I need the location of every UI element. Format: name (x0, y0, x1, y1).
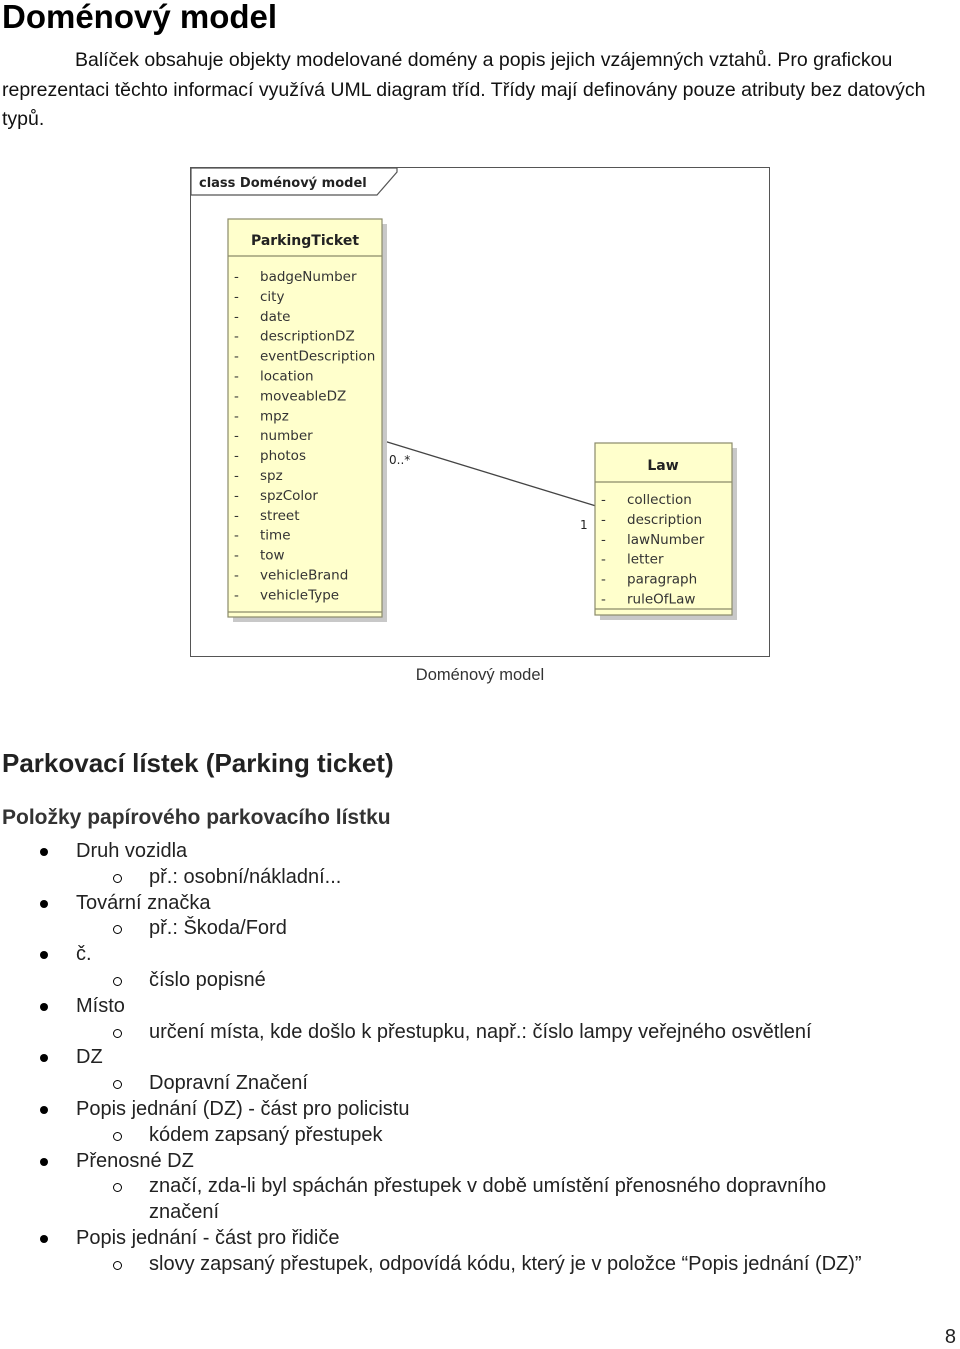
bullet-circle-icon (113, 925, 122, 934)
diagram-canvas (191, 168, 769, 656)
page-title: Doménový model (2, 0, 278, 35)
attribute-ruleOfLaw: ruleOfLaw (627, 591, 696, 608)
list-item (76, 993, 125, 1019)
attribute-descriptionDZ: descriptionDZ (260, 328, 355, 345)
list-item (76, 1225, 339, 1251)
attribute-lawNumber: lawNumber (627, 531, 705, 548)
bullet-disc-icon (40, 900, 48, 908)
list-item (149, 1122, 382, 1148)
frame-label: class Doménový model (199, 176, 367, 191)
class-law (595, 443, 737, 620)
list-item-text: číslo popisné (149, 969, 266, 991)
attribute-location: location (260, 368, 314, 385)
intro-paragraph: Balíček obsahuje objekty modelované domény a popis jejich vzájemných vztahů. Pro grafickou reprezentaci těchto informací využívá UML diagram tříd. Třídy mají definovány pouze atributy bez datových typů. (2, 49, 926, 130)
attribute-collection: collection (627, 492, 692, 508)
attribute-street: street (260, 507, 300, 524)
attribute-visibility: - (234, 328, 239, 345)
bullet-disc-icon (40, 1158, 48, 1166)
bullet-circle-icon (113, 1183, 122, 1192)
attribute-visibility: - (234, 448, 239, 465)
list-item (149, 1070, 308, 1096)
attribute-moveableDZ: moveableDZ (260, 388, 347, 405)
attribute-spzColor: spzColor (260, 487, 318, 504)
attribute-visibility: - (234, 547, 239, 564)
list-item (149, 1019, 812, 1045)
attribute-visibility: - (234, 408, 239, 425)
page-number: 8 (944, 1326, 956, 1348)
list-item (76, 838, 187, 864)
subsection-title: Položky papírového parkovacího lístku (2, 806, 391, 829)
bullet-disc-icon (40, 848, 48, 856)
attribute-tow: tow (260, 547, 285, 564)
list-item-text: Popis jednání (DZ) - část pro policistu (76, 1098, 410, 1120)
uml-class-diagram (190, 167, 770, 657)
list-item-text: př.: osobní/nákladní... (149, 865, 342, 888)
bullet-circle-icon (113, 874, 122, 883)
list-item-text: slovy zapsaný přestupek, odpovídá kódu, který je v položce “Popis jednání (DZ)” (149, 1252, 862, 1275)
bullet-disc-icon (40, 1054, 48, 1062)
bullet-disc-icon (40, 1235, 48, 1243)
attribute-visibility: - (601, 571, 606, 588)
attribute-visibility: - (234, 388, 239, 405)
list-item (149, 1173, 826, 1199)
attribute-photos: photos (260, 448, 306, 465)
list-item-text: kódem zapsaný přestupek (149, 1123, 383, 1146)
class-parkingticket (228, 219, 387, 622)
list-item (76, 941, 92, 967)
bullet-circle-icon (113, 1080, 122, 1089)
attribute-visibility: - (234, 288, 239, 305)
bullet-circle-icon (113, 1261, 122, 1270)
attribute-visibility: - (601, 551, 606, 568)
multiplicity-target: 1 (580, 518, 588, 532)
list-item (76, 1096, 409, 1122)
bullet-disc-icon (40, 1106, 48, 1114)
attribute-date: date (260, 308, 291, 325)
attribute-spz: spz (260, 468, 283, 484)
list-item (149, 915, 287, 941)
list-item (76, 890, 211, 916)
bullet-disc-icon (40, 1003, 48, 1011)
attribute-letter: letter (627, 551, 664, 568)
attribute-time: time (260, 527, 291, 544)
list-item (149, 967, 266, 993)
attribute-visibility: - (234, 269, 239, 285)
attribute-visibility: - (234, 587, 239, 604)
attribute-vehicleType: vehicleType (260, 587, 340, 604)
list-item (149, 1251, 862, 1277)
list-item-text: Druh vozidla (76, 840, 188, 862)
attribute-visibility: - (601, 511, 606, 528)
attribute-visibility: - (601, 492, 606, 508)
class-name: ParkingTicket (250, 233, 360, 249)
bullet-circle-icon (113, 977, 122, 986)
list-item-text: Přenosné DZ (76, 1149, 194, 1172)
list-item-text: značí, zda-li byl spáchán přestupek v době umístění přenosného dopravního (149, 1175, 827, 1198)
section-title: Parkovací lístek (Parking ticket) (2, 748, 394, 778)
list-item (76, 1148, 194, 1174)
attribute-visibility: - (234, 348, 239, 365)
attribute-visibility: - (601, 591, 606, 608)
association-line (384, 441, 596, 506)
attribute-vehicleBrand: vehicleBrand (260, 567, 349, 584)
list-item-text: určení místa, kde došlo k přestupku, např.: číslo lampy veřejného osvětlení (149, 1020, 812, 1043)
attribute-visibility: - (234, 368, 239, 385)
figure-caption: Doménový model (415, 666, 545, 684)
list-item-text: Místo (76, 994, 125, 1017)
list-item-text: značení (149, 1201, 220, 1224)
attribute-visibility: - (234, 567, 239, 584)
attribute-visibility: - (234, 487, 239, 504)
list-item-text: Popis jednání - část pro řidiče (76, 1227, 340, 1249)
list-item-text: př.: Škoda/Ford (149, 917, 287, 940)
attribute-visibility: - (234, 308, 239, 325)
bullet-circle-icon (113, 1029, 122, 1038)
attribute-visibility: - (234, 468, 239, 484)
attribute-description: description (627, 511, 703, 528)
list-item-text: Tovární značka (76, 891, 211, 914)
list-item-text: Dopravní Značení (149, 1072, 308, 1095)
attribute-visibility: - (601, 531, 606, 548)
attribute-mpz: mpz (260, 408, 289, 425)
attribute-visibility: - (234, 428, 239, 445)
attribute-badgeNumber: badgeNumber (260, 269, 357, 285)
attribute-eventDescription: eventDescription (260, 348, 376, 365)
list-item (149, 1199, 219, 1225)
list-item (76, 1044, 103, 1070)
list-item-text: DZ (76, 1046, 103, 1069)
attribute-visibility: - (234, 507, 239, 524)
bullet-disc-icon (40, 951, 48, 959)
bullet-circle-icon (113, 1132, 122, 1141)
attribute-visibility: - (234, 527, 239, 544)
attribute-city: city (260, 288, 285, 305)
list-item (149, 864, 341, 890)
multiplicity-source: 0..* (389, 453, 411, 467)
list-item-text: č. (76, 943, 92, 966)
class-name: Law (647, 458, 679, 474)
attribute-paragraph: paragraph (627, 571, 698, 588)
attribute-number: number (260, 428, 313, 445)
